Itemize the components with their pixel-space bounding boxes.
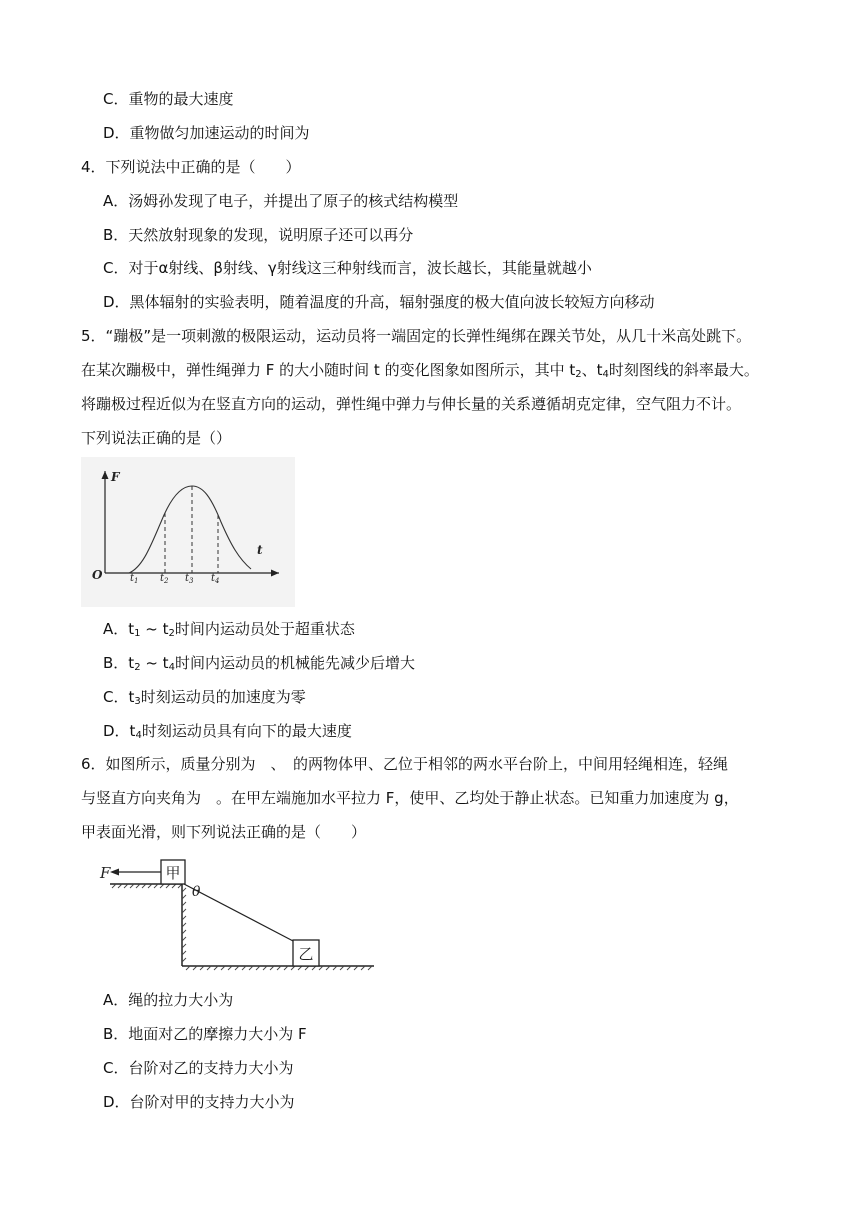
q5-option-c-text-2: 时刻运动员的加速度为零 bbox=[140, 688, 306, 706]
q5-option-a-sub-2: 2 bbox=[168, 628, 175, 639]
block-jia-label: 甲 bbox=[165, 864, 181, 882]
tick-label-t2-t: t bbox=[160, 573, 165, 584]
q5-option-c-text-1: C．t bbox=[103, 688, 135, 706]
q5-option-a-text-1: A．t bbox=[103, 620, 135, 638]
q3-option-c: C．重物的最大速度 bbox=[103, 90, 234, 108]
q5-option-a-sub-1: 1 bbox=[134, 628, 141, 639]
q6-option-b: B．地面对乙的摩擦力大小为 F bbox=[103, 1025, 307, 1043]
q5-option-b-sub-4: 4 bbox=[168, 662, 175, 673]
q5-line-2-text-a: 在某次蹦极中，弹性绳弹力 F 的大小随时间 t 的变化图象如图所示，其中 t bbox=[81, 361, 576, 379]
q5-option-d-sub-4: 4 bbox=[135, 730, 142, 741]
tick-label-t2-sub: 2 bbox=[164, 577, 169, 585]
q6-option-a: A．绳的拉力大小为 bbox=[103, 991, 234, 1009]
tick-label-t4-sub: 4 bbox=[215, 577, 220, 585]
q4-option-d: D．黑体辐射的实验表明，随着温度的升高，辐射强度的极大值向波长较短方向移动 bbox=[103, 293, 655, 311]
q5-line-2 bbox=[81, 360, 759, 380]
q4-option-c: C．对于α射线、β射线、γ射线这三种射线而言，波长越长，其能量就越小 bbox=[103, 259, 592, 277]
q5-line-2-text-b: 、t bbox=[581, 361, 603, 379]
q4-option-a: A．汤姆孙发现了电子，并提出了原子的核式结构模型 bbox=[103, 192, 459, 210]
q6-option-c: C．台阶对乙的支持力大小为 bbox=[103, 1059, 294, 1077]
q5-option-b-text-3: 时间内运动员的机械能先减少后增大 bbox=[174, 654, 415, 672]
force-arrow-head bbox=[110, 869, 119, 876]
q6-line-2: 与竖直方向夹角为 。在甲左端施加水平拉力 F，使甲、乙均处于静止状态。已知重力加速度为 g， bbox=[81, 789, 739, 807]
q5-option-d-text-2: 时刻运动员具有向下的最大速度 bbox=[141, 722, 352, 740]
tick-label-t3-t: t bbox=[185, 573, 190, 584]
block-yi-label: 乙 bbox=[298, 945, 314, 963]
q5-option-d-text-1: D．t bbox=[103, 722, 136, 740]
tick-label-t3-sub: 3 bbox=[189, 577, 194, 585]
t-axis-label: t bbox=[257, 543, 263, 557]
force-label: F bbox=[100, 864, 111, 882]
q6-line-1: 6．如图所示，质量分别为 、 的两物体甲、乙位于相邻的两水平台阶上，中间用轻绳相连，轻绳 bbox=[81, 755, 729, 773]
q5-option-b-sub-2: 2 bbox=[134, 662, 141, 673]
origin-label: O bbox=[92, 568, 103, 582]
q5-line-4: 下列说法正确的是（） bbox=[81, 429, 232, 447]
q4-option-b: B．天然放射现象的发现，说明原子还可以再分 bbox=[103, 226, 414, 244]
q5-option-a-text-3: 时间内运动员处于超重状态 bbox=[174, 620, 355, 638]
q6-line-3: 甲表面光滑，则下列说法正确的是（ ） bbox=[81, 823, 367, 841]
q5-force-time-graph bbox=[81, 457, 295, 607]
tick-label-t1-sub: 1 bbox=[134, 577, 139, 585]
q5-option-a-text-2: ~ t bbox=[140, 620, 169, 638]
f-axis-label: F bbox=[111, 470, 120, 484]
q5-line-2-sub-4: 4 bbox=[602, 369, 609, 380]
angle-label: θ bbox=[192, 884, 201, 900]
tick-label-t1-t: t bbox=[130, 573, 135, 584]
q6-blocks-diagram bbox=[98, 852, 378, 978]
q5-option-c bbox=[103, 687, 306, 707]
q6-option-d: D．台阶对甲的支持力大小为 bbox=[103, 1093, 295, 1111]
q5-line-3: 将蹦极过程近似为在竖直方向的运动，弹性绳中弹力与伸长量的关系遵循胡克定律，空气阻力不计。 bbox=[81, 395, 742, 413]
rope bbox=[184, 884, 295, 942]
q5-option-c-sub-3: 3 bbox=[134, 696, 141, 707]
q5-option-a bbox=[103, 619, 355, 639]
q5-option-b bbox=[103, 653, 415, 673]
q5-option-b-text-2: ~ t bbox=[140, 654, 169, 672]
q4-stem: 4．下列说法中正确的是（ ） bbox=[81, 158, 301, 176]
q5-option-d bbox=[103, 721, 352, 741]
tick-label-t4-t: t bbox=[211, 573, 216, 584]
q3-option-d: D．重物做匀加速运动的时间为 bbox=[103, 124, 310, 142]
q5-line-1: 5．“蹦极”是一项刺激的极限运动，运动员将一端固定的长弹性绳绑在踝关节处，从几十米高处跳下。 bbox=[81, 327, 752, 345]
q5-line-2-sub-2: 2 bbox=[575, 369, 582, 380]
q5-option-b-text-1: B．t bbox=[103, 654, 135, 672]
q5-line-2-text-c: 时刻图线的斜率最大。 bbox=[608, 361, 759, 379]
